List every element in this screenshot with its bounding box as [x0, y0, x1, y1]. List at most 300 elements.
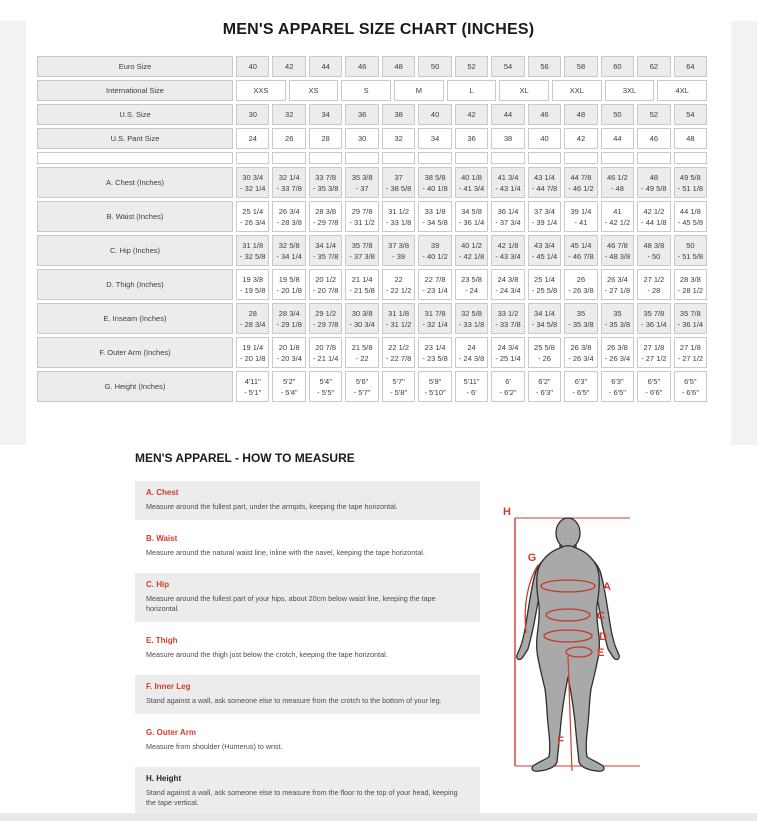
chart-cell [309, 269, 342, 300]
measure-item-heading: H. Height [146, 774, 182, 783]
chart-cell-line: - 35 7/8 [312, 251, 339, 261]
chart-cell [601, 152, 634, 164]
chart-cell-line: - 42 1/2 [604, 217, 631, 227]
chart-cell-line: 35 7/8 [351, 240, 373, 250]
chart-row [37, 152, 707, 164]
chart-cell: 46 [528, 104, 561, 125]
chart-cell-line: - 6'3" [535, 387, 553, 397]
chart-cell-line: 39 [430, 240, 440, 250]
chart-cell-line: - 6' [466, 387, 477, 397]
chart-cell-line: - 33 1/8 [385, 217, 412, 227]
chart-cell-line: - 43 1/4 [495, 183, 521, 193]
chart-cell: 28 [309, 128, 342, 149]
chart-row-label: D. Thigh (Inches) [37, 269, 233, 300]
diagram-label-waist-icon: C [597, 610, 605, 622]
chart-cell-line: 20 1/2 [315, 274, 337, 284]
chart-cell-line: 29 7/8 [351, 206, 373, 216]
chart-cell-line: 6'5" [684, 376, 697, 386]
measure-item-text: Measure from shoulder (Humerus) to wrist. [146, 742, 283, 751]
chart-cell-line: 6'3" [574, 376, 588, 386]
chart-cell-line: 25 1/4 [242, 206, 264, 216]
chart-cell-line: - 20 3/4 [276, 353, 302, 363]
chart-cell [491, 152, 524, 164]
chart-cell-line: 38 5/8 [424, 172, 446, 182]
chart-cell [601, 201, 634, 232]
chart-cell [455, 269, 488, 300]
chart-cell [674, 337, 707, 368]
chart-cell: 44 [491, 104, 524, 125]
chart-cell-line: - 5'10" [424, 387, 446, 397]
chart-cell-line: 5'6" [355, 376, 369, 386]
chart-cell [345, 235, 378, 266]
chart-cell-line: - 5'4" [280, 387, 298, 397]
chart-cell-line: 50 [686, 240, 695, 250]
chart-cell-line: - 5'1" [244, 387, 262, 397]
chart-cell [528, 269, 561, 300]
chart-cell-line: - 34 1/4 [276, 251, 302, 261]
measure-item-heading: G. Outer Arm [146, 728, 196, 737]
chart-cell [455, 201, 488, 232]
chart-cell [382, 337, 415, 368]
chart-cell [382, 167, 415, 198]
chart-cell-line: 31 1/8 [388, 308, 410, 318]
chart-row-label: U.S. Size [37, 104, 233, 125]
chart-cell [601, 337, 634, 368]
chart-cell-line: - 27 1/2 [641, 353, 667, 363]
chart-cell-line: 34 1/4 [534, 308, 555, 318]
chart-cell-line: - 48 3/8 [604, 251, 631, 261]
chart-cell-line: - 49 5/8 [641, 183, 667, 193]
chart-cell [345, 303, 378, 334]
measure-item [135, 721, 480, 760]
chart-cell [528, 371, 561, 402]
chart-cell [564, 337, 597, 368]
chart-cell: L [447, 80, 497, 101]
chart-cell-line: - 32 1/4 [240, 183, 266, 193]
chart-cell [236, 269, 269, 300]
chart-row [37, 80, 707, 101]
chart-cell: 34 [418, 128, 451, 149]
chart-cell [236, 152, 269, 164]
chart-row-label: International Size [37, 80, 233, 101]
chart-cell-line: 33 1/2 [497, 308, 519, 318]
chart-cell-line: - 24 [465, 285, 479, 295]
chart-cell: 32 [272, 104, 305, 125]
chart-cell-line: 20 1/8 [278, 342, 300, 352]
chart-cell-line: - 6'5" [572, 387, 590, 397]
chart-cell: 34 [309, 104, 342, 125]
chart-cell [674, 303, 707, 334]
chart-cell-line: - 6'6" [645, 387, 663, 397]
chart-row-label: G. Height (Inches) [37, 371, 233, 402]
chart-cell [455, 371, 488, 402]
chart-cell [309, 337, 342, 368]
chart-cell-line: - 23 5/8 [422, 353, 448, 363]
measure-item [135, 527, 480, 566]
chart-cell: 38 [491, 128, 524, 149]
chart-cell [309, 303, 342, 334]
chart-row-label: E. Inseam (Inches) [37, 303, 233, 334]
chart-cell [601, 303, 634, 334]
chart-cell [564, 152, 597, 164]
chart-cell-line: 6'2" [538, 376, 551, 386]
chart-cell: S [341, 80, 391, 101]
chart-cell [272, 152, 305, 164]
chart-cell-line: - 46 7/8 [568, 251, 594, 261]
chart-cell-line: - 26 3/4 [604, 353, 631, 363]
chart-cell-line: - 28 1/2 [677, 285, 704, 295]
chart-cell-line: - 26 3/8 [568, 285, 594, 295]
chart-cell-line: - 22 1/2 [385, 285, 412, 295]
chart-cell [272, 201, 305, 232]
chart-cell-line: 24 [467, 342, 476, 352]
chart-cell-line: - 25 5/8 [531, 285, 558, 295]
chart-cell-line: - 19 5/8 [240, 285, 266, 295]
chart-row [37, 235, 707, 266]
chart-cell [272, 269, 305, 300]
chart-cell: 24 [236, 128, 269, 149]
chart-cell-line: - 33 7/8 [495, 319, 521, 329]
chart-cell [491, 235, 524, 266]
chart-cell [528, 167, 561, 198]
chart-cell-line: 42 1/2 [643, 206, 665, 216]
chart-cell [309, 201, 342, 232]
chart-cell [272, 337, 305, 368]
chart-cell [418, 235, 451, 266]
page-right-margin [731, 21, 757, 445]
measure-item-text: Measure around the thigh just below the crotch, keeping the tape horizontal. [146, 650, 388, 659]
chart-row [37, 337, 707, 368]
measure-item-heading: F. Inner Leg [146, 682, 191, 691]
chart-cell [674, 167, 707, 198]
chart-cell: 40 [418, 104, 451, 125]
chart-cell-line: 49 5/8 [679, 172, 701, 182]
chart-cell [418, 167, 451, 198]
chart-cell-line: - 28 3/8 [276, 217, 302, 227]
chart-cell-line: 31 7/8 [424, 308, 446, 318]
chart-cell [491, 167, 524, 198]
chart-cell-line: 6'5" [647, 376, 661, 386]
chart-cell [272, 371, 305, 402]
chart-cell-line: 19 3/8 [242, 274, 264, 284]
chart-cell-line: 5'2" [282, 376, 296, 386]
chart-cell-line: 48 [649, 172, 659, 182]
chart-cell-line: - 33 7/8 [276, 183, 302, 193]
page-bottom-divider [0, 813, 757, 821]
chart-cell-line: - 5'7" [353, 387, 371, 397]
chart-cell [418, 371, 451, 402]
chart-cell: 36 [455, 128, 488, 149]
chart-cell [674, 235, 707, 266]
chart-cell [382, 235, 415, 266]
chart-cell-line: 26 [576, 274, 586, 284]
chart-cell [236, 371, 269, 402]
chart-cell-line: 27 1/8 [679, 342, 701, 352]
chart-cell-line: - 20 1/8 [240, 353, 266, 363]
chart-row-label: F. Outer Arm (Inches) [37, 337, 233, 368]
chart-cell-line: 26 3/4 [606, 274, 628, 284]
chart-cell-line: 31 1/8 [242, 240, 264, 250]
chart-cell [236, 235, 269, 266]
chart-cell [236, 167, 269, 198]
chart-cell-line: 35 7/8 [679, 308, 701, 318]
chart-cell-line: - 32 5/8 [240, 251, 266, 261]
chart-cell-line: 26 3/8 [570, 342, 592, 352]
chart-cell-line: 33 1/8 [424, 206, 446, 216]
chart-cell-line: - 34 5/8 [531, 319, 558, 329]
chart-cell-line: - 5'5" [317, 387, 335, 397]
chart-cell-line: 23 5/8 [461, 274, 482, 284]
measure-item-text: Measure around the natural waist line, inline with the navel, keeping the tape horizontal. [146, 548, 425, 557]
chart-cell-line: 43 3/4 [534, 240, 555, 250]
chart-cell-line: 35 [576, 308, 586, 318]
chart-cell-line: 36 1/4 [497, 206, 519, 216]
chart-row-label: U.S. Pant Size [37, 128, 233, 149]
chart-cell-line: - 6'2" [499, 387, 517, 397]
chart-cell-line: - 21 1/4 [312, 353, 339, 363]
chart-cell-line: - 27 1/2 [677, 353, 704, 363]
chart-cell-line: - 5'8" [390, 387, 408, 397]
chart-row-label: Euro Size [37, 56, 233, 77]
chart-cell-line: 35 3/8 [351, 172, 373, 182]
chart-cell [637, 337, 670, 368]
chart-cell: 44 [601, 128, 634, 149]
chart-cell-line: 22 [394, 274, 403, 284]
chart-cell: M [394, 80, 444, 101]
chart-cell-line: - 6'5" [608, 387, 626, 397]
chart-cell-line: 27 1/8 [643, 342, 665, 352]
chart-cell: 38 [382, 104, 415, 125]
chart-cell-line: - 51 5/8 [677, 251, 704, 261]
chart-cell-line: - 33 1/8 [458, 319, 485, 329]
chart-cell [637, 269, 670, 300]
chart-cell-line: - 27 1/8 [604, 285, 631, 295]
chart-cell-line: 25 5/8 [534, 342, 555, 352]
measure-item [135, 573, 480, 622]
chart-cell-line: 22 1/2 [388, 342, 410, 352]
chart-cell-line: 26 3/8 [606, 342, 628, 352]
chart-cell-line: 46 7/8 [606, 240, 628, 250]
diagram-label-thigh-icon: E [597, 647, 605, 659]
measure-item [135, 481, 480, 520]
chart-cell-line: 19 5/8 [278, 274, 300, 284]
chart-cell-line: 33 7/8 [315, 172, 337, 182]
chart-cell-line: - 37 3/4 [495, 217, 521, 227]
chart-cell-line: - 41 3/4 [458, 183, 485, 193]
chart-cell-line: 35 7/8 [643, 308, 665, 318]
chart-cell-line: 40 1/2 [461, 240, 482, 250]
chart-cell-line: - 22 [355, 353, 369, 363]
chart-cell [455, 167, 488, 198]
chart-cell [491, 371, 524, 402]
chart-cell [674, 371, 707, 402]
chart-cell [564, 201, 597, 232]
chart-cell [674, 152, 707, 164]
chart-cell-line: - 24 3/4 [495, 285, 521, 295]
chart-cell-line: 34 1/4 [315, 240, 337, 250]
chart-cell [528, 303, 561, 334]
chart-cell: 4XL [657, 80, 707, 101]
chart-cell [418, 201, 451, 232]
chart-cell [309, 167, 342, 198]
chart-cell [637, 303, 670, 334]
chart-cell [637, 235, 670, 266]
chart-cell [345, 167, 378, 198]
chart-cell: 40 [528, 128, 561, 149]
chart-cell: 48 [674, 128, 707, 149]
chart-cell [601, 167, 634, 198]
chart-cell-line: 32 1/4 [278, 172, 300, 182]
chart-cell-line: 31 1/2 [388, 206, 410, 216]
chart-cell: XS [289, 80, 339, 101]
measure-item-text: Stand against a wall, ask someone else to measure from the floor to the top of your head, keeping the tape vertical. [146, 788, 458, 807]
chart-cell-line: 30 3/4 [242, 172, 264, 182]
chart-cell-line: 45 1/4 [570, 240, 592, 250]
chart-cell-line: - 6'6" [681, 387, 699, 397]
chart-cell-line: 5'4" [319, 376, 332, 386]
chart-cell [601, 371, 634, 402]
chart-cell [418, 152, 451, 164]
chart-row-label: A. Chest (Inches) [37, 167, 233, 198]
chart-cell [418, 337, 451, 368]
chart-cell: 62 [637, 56, 670, 77]
chart-cell-line: 5'9" [428, 376, 442, 386]
chart-cell: 42 [455, 104, 488, 125]
chart-row [37, 104, 707, 125]
chart-cell [528, 201, 561, 232]
chart-cell-line: 28 3/4 [278, 308, 300, 318]
chart-cell-line: - 29 7/8 [312, 319, 339, 329]
chart-cell-line: 6'3" [611, 376, 624, 386]
chart-cell [564, 303, 597, 334]
chart-cell [236, 303, 269, 334]
chart-cell [637, 152, 670, 164]
chart-cell-line: 20 7/8 [315, 342, 337, 352]
measure-list [135, 481, 480, 816]
chart-cell-line: - 20 1/8 [276, 285, 302, 295]
chart-row-label: B. Waist (Inches) [37, 201, 233, 232]
chart-cell-line: - 50 [647, 251, 661, 261]
chart-cell: XXL [552, 80, 602, 101]
chart-cell-line: 23 1/4 [424, 342, 446, 352]
chart-cell-line: - 29 7/8 [312, 217, 339, 227]
chart-cell [418, 303, 451, 334]
chart-cell-line: - 23 1/4 [422, 285, 448, 295]
chart-cell: 60 [601, 56, 634, 77]
chart-cell-line: - 37 3/8 [349, 251, 375, 261]
measure-item-text: Stand against a wall, ask someone else to measure from the crotch to the bottom of your leg. [146, 696, 442, 705]
measure-section-title: MEN'S APPAREL - HOW TO MEASURE [135, 451, 355, 465]
diagram-label-chest-icon: A [603, 581, 611, 593]
measure-item [135, 675, 480, 714]
chart-cell-line: - 38 5/8 [385, 183, 412, 193]
chart-cell: 58 [564, 56, 597, 77]
chart-cell-line: 46 1/2 [606, 172, 628, 182]
chart-cell-line: - 24 3/8 [458, 353, 485, 363]
chart-cell [236, 201, 269, 232]
chart-cell-line: - 40 1/2 [422, 251, 448, 261]
chart-cell-line: 24 3/8 [497, 274, 519, 284]
chart-cell-line: - 26 [538, 353, 551, 363]
chart-cell [272, 167, 305, 198]
chart-cell: 54 [674, 104, 707, 125]
chart-cell-line: - 31 1/2 [349, 217, 375, 227]
chart-cell [601, 269, 634, 300]
chart-cell-line: 37 [394, 172, 403, 182]
chart-cell-line: 43 1/4 [534, 172, 555, 182]
chart-cell [491, 337, 524, 368]
chart-cell [455, 303, 488, 334]
chart-cell-line: 40 1/8 [461, 172, 482, 182]
measure-item-text: Measure around the fullest part, under the armpits, keeping the tape horizontal. [146, 502, 398, 511]
chart-cell [564, 167, 597, 198]
chart-cell-line: 39 1/4 [570, 206, 592, 216]
chart-row [37, 269, 707, 300]
page-left-margin [0, 21, 26, 445]
chart-cell [564, 371, 597, 402]
chart-cell [272, 235, 305, 266]
chart-cell-line: - 51 1/8 [677, 183, 704, 193]
chart-cell-line: 22 7/8 [424, 274, 446, 284]
chart-cell-line: - 40 1/8 [422, 183, 448, 193]
chart-cell-line: 41 [613, 206, 622, 216]
measure-item-heading: B. Waist [146, 534, 178, 543]
chart-cell [309, 235, 342, 266]
chart-cell: 50 [418, 56, 451, 77]
chart-cell-line: 30 3/8 [351, 308, 373, 318]
chart-cell-line: - 45 1/4 [531, 251, 558, 261]
chart-cell-line: - 32 1/4 [422, 319, 448, 329]
chart-cell [345, 337, 378, 368]
chart-cell-line: - 28 3/4 [240, 319, 266, 329]
chart-cell-line: - 37 [355, 183, 369, 193]
chart-row [37, 167, 707, 198]
chart-cell [382, 303, 415, 334]
diagram-label-outer-arm-icon: G [527, 552, 537, 564]
chart-cell: 44 [309, 56, 342, 77]
chart-cell-line: 5'7" [392, 376, 405, 386]
chart-cell: 36 [345, 104, 378, 125]
chart-cell [528, 337, 561, 368]
chart-cell: 26 [272, 128, 305, 149]
chart-cell-line: - 39 1/4 [531, 217, 558, 227]
chart-cell: 48 [382, 56, 415, 77]
chart-cell-line: - 21 5/8 [349, 285, 375, 295]
chart-cell-line: - 26 3/4 [240, 217, 266, 227]
chart-cell: 50 [601, 104, 634, 125]
chart-cell [272, 303, 305, 334]
chart-cell: 42 [272, 56, 305, 77]
chart-cell [637, 167, 670, 198]
chart-cell [564, 235, 597, 266]
chart-cell-line: - 35 3/8 [568, 319, 594, 329]
chart-row [37, 128, 707, 149]
chart-cell-line: - 35 3/8 [604, 319, 631, 329]
measure-item [135, 629, 480, 668]
chart-cell-line: 48 3/8 [643, 240, 665, 250]
measure-item-heading: C. Hip [146, 580, 170, 589]
chart-cell-line: 24 3/4 [497, 342, 519, 352]
chart-cell [491, 201, 524, 232]
chart-cell [528, 152, 561, 164]
chart-cell-line: 27 1/2 [643, 274, 665, 284]
chart-cell-line: 32 5/8 [461, 308, 482, 318]
chart-cell: 52 [637, 104, 670, 125]
measure-item-text: Measure around the fullest part of your hips, about 20cm below waist line, keeping the tape horizontal. [146, 594, 436, 613]
chart-cell [455, 235, 488, 266]
chart-cell-line: 4'11" [244, 376, 261, 386]
chart-cell [455, 152, 488, 164]
